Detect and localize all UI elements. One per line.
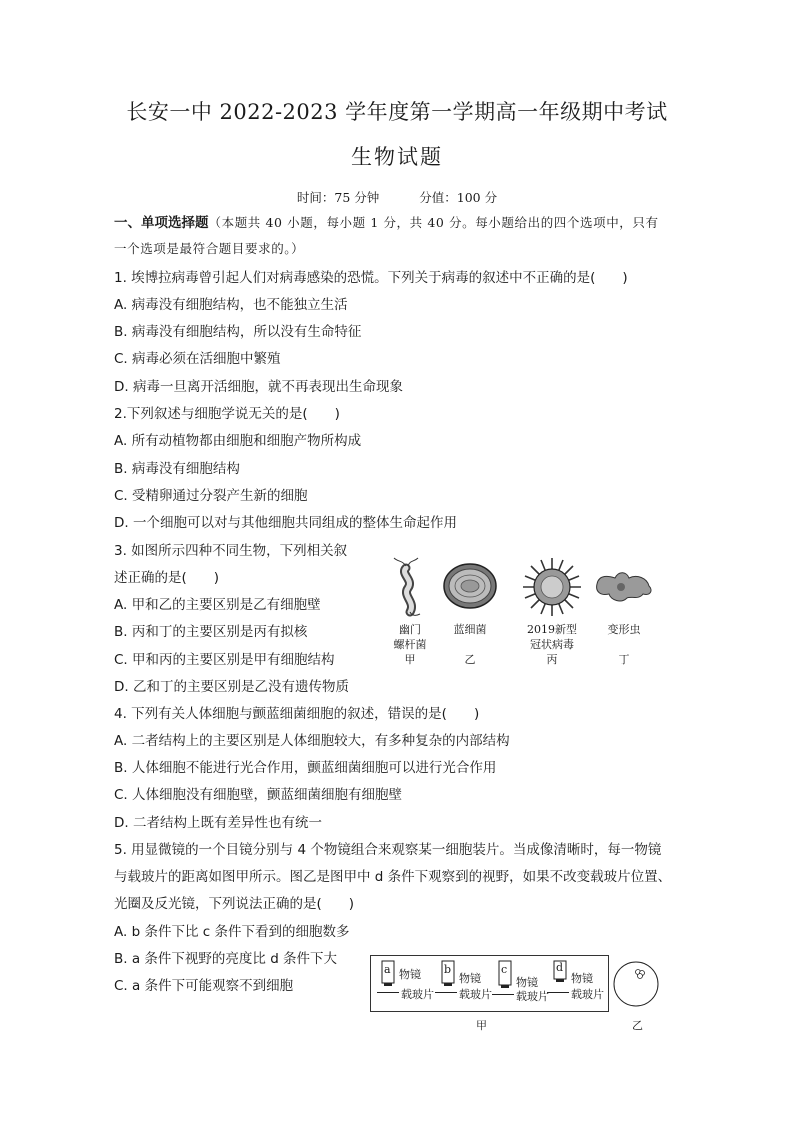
question-2-option-c: C. 受精卵通过分裂产生新的细胞 — [114, 488, 308, 504]
objective-a-letter: a — [384, 963, 391, 976]
question-1-option-d: D. 病毒一旦离开活细胞，就不再表现出生命现象 — [114, 379, 403, 395]
slide-a-label: 载玻片 — [401, 988, 434, 1001]
organism-ding — [588, 556, 660, 667]
slide-c-label: 载玻片 — [516, 990, 549, 1003]
question-2-option-d: D. 一个细胞可以对与其他细胞共同组成的整体生命起作用 — [114, 515, 457, 531]
helicobacter-icon — [386, 556, 434, 618]
question-4-option-b: B. 人体细胞不能进行光合作用，颤蓝细菌细胞可以进行光合作用 — [114, 760, 497, 776]
question-1-option-c: C. 病毒必须在活细胞中繁殖 — [114, 351, 281, 367]
organism-ding-tag: 丁 — [618, 653, 630, 666]
question-5-stem-2: 与载玻片的距离如图甲所示。图乙是图甲中 d 条件下观察到的视野，如果不改变载玻片位置、 — [114, 869, 672, 885]
objective-d-letter: d — [556, 961, 564, 974]
figure-yi-tag: 乙 — [632, 1019, 643, 1032]
question-1-option-b: B. 病毒没有细胞结构，所以没有生命特征 — [114, 324, 362, 340]
question-5-option-a: A. b 条件下比 c 条件下看到的细胞数多 — [114, 924, 350, 940]
section-note-1: （本题共 40 小题，每小题 1 分，共 40 分。每小题给出的四个选项中，只有 — [208, 215, 659, 230]
objective-c-letter: c — [501, 963, 508, 976]
slide-c-line — [492, 994, 514, 995]
amoeba-icon — [591, 556, 657, 618]
question-3-option-d: D. 乙和丁的主要区别是乙没有遗传物质 — [114, 679, 349, 695]
slide-b-line — [435, 992, 457, 993]
organism-yi-tag: 乙 — [464, 653, 476, 666]
cyanobacteria-icon — [440, 556, 500, 618]
organism-bing — [516, 556, 588, 667]
question-5-stem-3: 光圈及反光镜，下列说法正确的是( ) — [114, 896, 355, 912]
objective-b-letter: b — [444, 963, 452, 976]
organism-yi-name: 蓝细菌 — [453, 623, 487, 636]
question-4-option-d: D. 二者结构上既有差异性也有统一 — [114, 815, 322, 831]
organism-yi — [434, 556, 506, 667]
question-2-stem: 2.下列叙述与细胞学说无关的是( ) — [114, 406, 340, 422]
question-3-stem-2: 述正确的是( ) — [114, 570, 220, 586]
slide-d-label: 载玻片 — [571, 988, 604, 1001]
section-heading: 一、单项选择题 — [114, 215, 209, 231]
slide-b-label: 载玻片 — [459, 988, 492, 1001]
figure-jia-box — [370, 955, 609, 1012]
question-5-figure — [370, 955, 670, 1035]
question-5-stem-1: 5. 用显微镜的一个目镜分别与 4 个物镜组合来观察某一细胞装片。当成像清晰时，每一物镜 — [114, 842, 662, 858]
slide-a-line — [377, 992, 399, 993]
question-1-option-a: A. 病毒没有细胞结构，也不能独立生活 — [114, 297, 348, 313]
question-2-option-a: A. 所有动植物都由细胞和细胞产物所构成 — [114, 433, 362, 449]
organism-bing-name: 2019新型 冠状病毒 — [527, 623, 577, 651]
question-3-option-c: C. 甲和丙的主要区别是甲有细胞结构 — [114, 652, 335, 668]
objective-c-label: 物镜 — [516, 976, 538, 989]
coronavirus-icon — [521, 556, 583, 618]
organism-ding-name: 变形虫 — [607, 623, 641, 636]
exam-time: 时间：75 分钟 — [296, 190, 380, 205]
question-3-option-a: A. 甲和乙的主要区别是乙有细胞壁 — [114, 597, 321, 613]
question-2-option-b: B. 病毒没有细胞结构 — [114, 461, 240, 477]
question-5-option-b: B. a 条件下视野的亮度比 d 条件下大 — [114, 951, 338, 967]
objective-a-label: 物镜 — [399, 968, 421, 981]
question-3-option-b: B. 丙和丁的主要区别是丙有拟核 — [114, 624, 308, 640]
exam-subject: 生物试题 — [351, 145, 443, 169]
organism-jia-tag: 甲 — [404, 653, 416, 666]
organism-bing-tag: 丙 — [546, 653, 558, 666]
objective-b-label: 物镜 — [459, 972, 481, 985]
section-note-2: 一个选项是最符合题目要求的。） — [114, 241, 305, 256]
question-4-option-c: C. 人体细胞没有细胞壁，颤蓝细菌细胞有细胞壁 — [114, 787, 403, 803]
organism-jia-name: 幽门 螺杆菌 — [393, 623, 427, 651]
question-5-option-c: C. a 条件下可能观察不到细胞 — [114, 978, 294, 994]
section-heading-line — [114, 211, 659, 231]
exam-score: 分值：100 分 — [419, 190, 498, 205]
question-4-stem: 4. 下列有关人体细胞与颤蓝细菌细胞的叙述，错误的是( ) — [114, 706, 480, 722]
exam-meta — [0, 188, 794, 206]
question-3-figure — [380, 556, 670, 676]
field-of-view-icon — [613, 961, 659, 1007]
slide-d-line — [547, 992, 569, 993]
objective-d-label: 物镜 — [571, 972, 593, 985]
question-3-stem-1: 3. 如图所示四种不同生物，下列相关叙 — [114, 543, 348, 559]
figure-jia-tag: 甲 — [476, 1019, 487, 1032]
exam-title: 长安一中 2022-2023 学年度第一学期高一年级期中考试 — [126, 100, 668, 124]
question-4-option-a: A. 二者结构上的主要区别是人体细胞较大，有多种复杂的内部结构 — [114, 733, 510, 749]
question-1-stem: 1. 埃博拉病毒曾引起人们对病毒感染的恐慌。下列关于病毒的叙述中不正确的是( ) — [114, 270, 628, 286]
